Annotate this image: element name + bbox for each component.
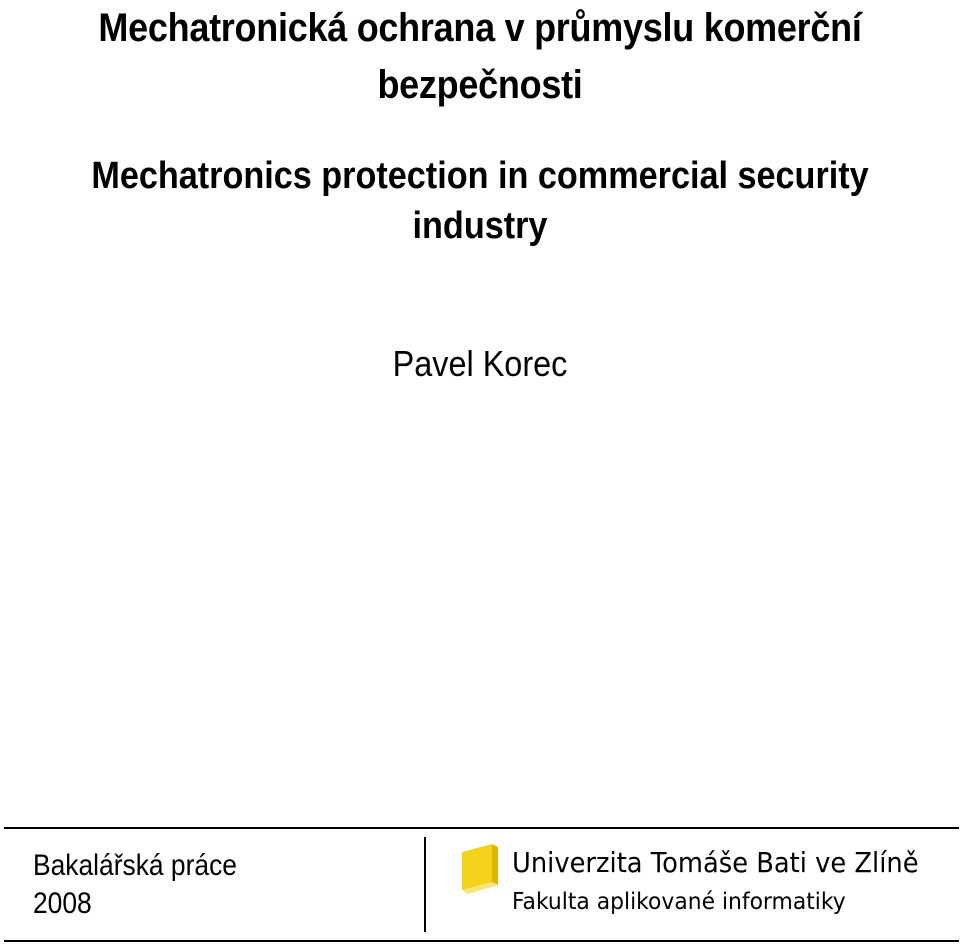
author-name: Pavel Korec: [392, 343, 568, 384]
thesis-year: 2008: [33, 887, 92, 920]
page-title: Mechatronická ochrana v průmyslu komerční bezpečnosti: [98, 6, 862, 107]
english-title: Mechatronics protection in commercial security industry: [91, 155, 869, 247]
book-icon: [462, 844, 500, 894]
thesis-type: Bakalářská práce: [33, 849, 237, 882]
footer-divider: [424, 837, 426, 932]
footer-top-rule: [4, 827, 959, 829]
faculty-name: Fakulta aplikované informatiky: [512, 889, 846, 915]
university-logo: [462, 842, 944, 922]
footer-bottom-rule: [4, 940, 959, 942]
university-name: Univerzita Tomáše Bati ve Zlíně: [512, 846, 919, 879]
